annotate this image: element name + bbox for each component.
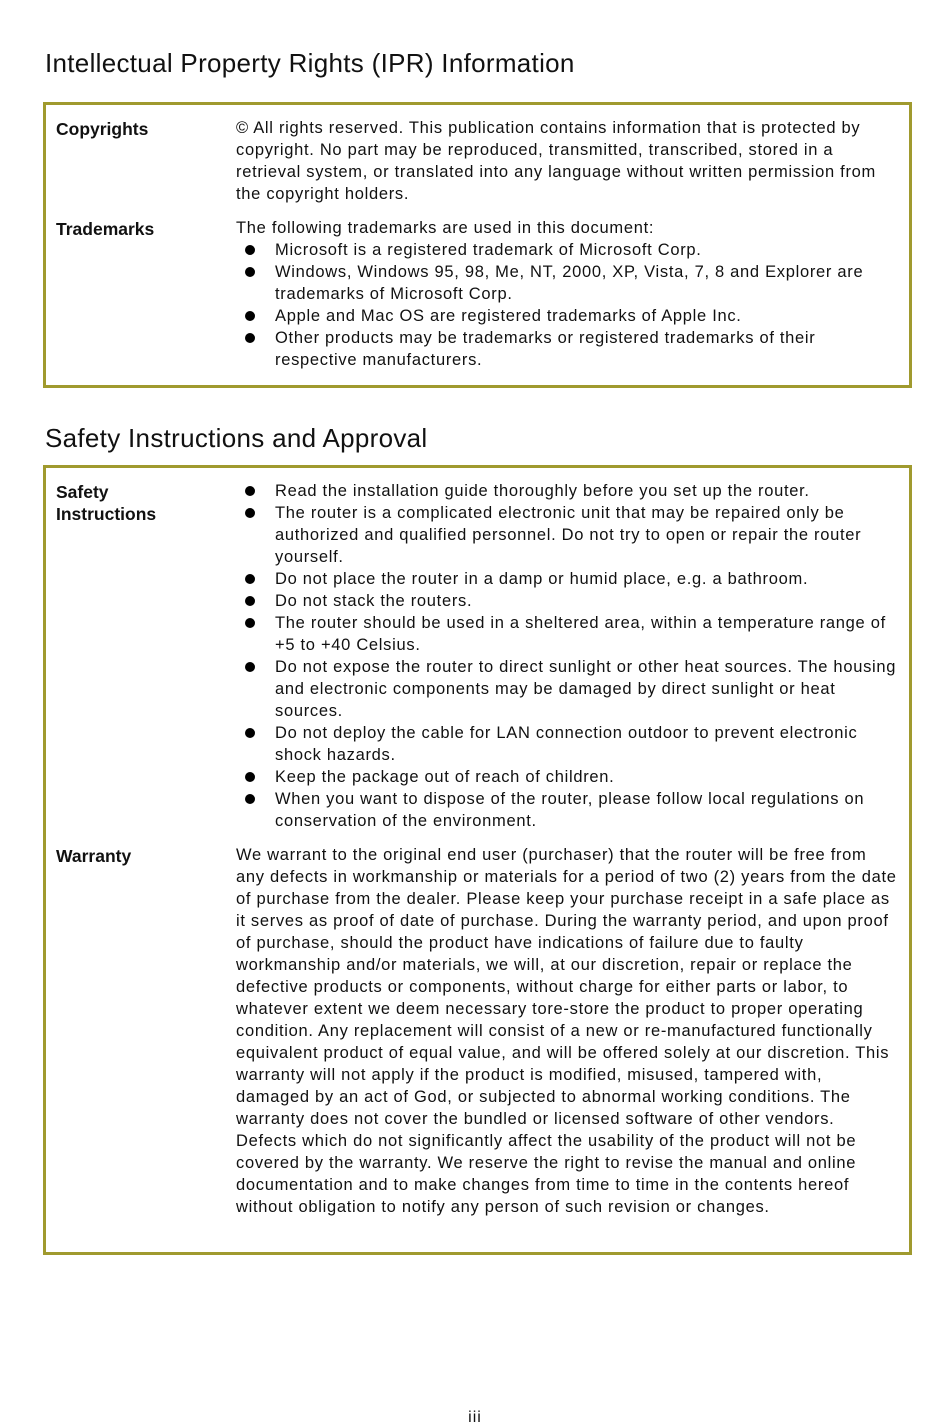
trademarks-content [236, 217, 899, 371]
warranty-text: We warrant to the original end user (purchaser) that the router will be free from any defects in workmanship or materials for a period of two (2) years from the date of purchase from the dealer. Please keep your purchase receipt in a safe place as it serves as proof of date of purchase. During the warranty period, and upon proof of purchase, should the product have indications of failure due to faulty workmanship and/or materials, we will, at our discretion, repair or replace the defective products or components, without charge for either parts or labor, to whatever extent we deem necessary tore-store the product to proper operating condition. Any replacement will consist of a new or re-manufactured functionally equivalent product of equal value, and will be offered solely at our discretion. This warranty will not apply if the product is modified, misused, tampered with, damaged by an act of God, or subjected to abnormal working conditions. The warranty does not cover the bundled or licensed software of other vendors. Defects which do not significantly affect the usability of the product will not be covered by the warranty. We reserve the right to revise the manual and online documentation and to make changes from time to time in the contents hereof without obligation to notify any person of such revision or changes. [236, 846, 897, 1216]
copyrights-content [236, 117, 899, 205]
safety-item: Read the installation guide thoroughly before you set up the router. [236, 480, 899, 502]
warranty-label: Warranty [56, 846, 132, 866]
copyrights-text: © All rights reserved. This publication contains information that is protected by copyright. No part may be reproduced, transmitted, transcribed, stored in a retrieval system, or translated into any language without written permission from the copyright holders. [236, 119, 876, 203]
trademarks-label: Trademarks [56, 219, 155, 239]
safety-instructions-row [56, 480, 899, 832]
copyrights-row [56, 117, 899, 205]
trademark-item: Apple and Mac OS are registered trademarks of Apple Inc. [236, 305, 899, 327]
safety-section-title: Safety Instructions and Approval [45, 423, 428, 453]
trademark-item: Microsoft is a registered trademark of Microsoft Corp. [236, 239, 899, 261]
warranty-row [56, 844, 899, 1218]
copyrights-label: Copyrights [56, 119, 149, 139]
safety-info-box [43, 465, 912, 1255]
safety-item: Do not place the router in a damp or humid place, e.g. a bathroom. [236, 568, 899, 590]
safety-item: The router is a complicated electronic unit that may be repaired only be authorized and qualified personnel. Do not try to open or repair the router yourself. [236, 502, 899, 568]
trademarks-intro: The following trademarks are used in this document: [236, 219, 655, 237]
trademarks-row [56, 217, 899, 371]
safety-item: When you want to dispose of the router, please follow local regulations on conservation of the environment. [236, 788, 899, 832]
safety-instructions-content [236, 480, 899, 832]
safety-item: Do not stack the routers. [236, 590, 899, 612]
trademarks-list [236, 239, 899, 371]
safety-instructions-label: Safety Instructions [56, 482, 157, 524]
trademark-item: Other products may be trademarks or registered trademarks of their respective manufacturers. [236, 327, 899, 371]
ipr-info-box [43, 102, 912, 388]
safety-item: Do not expose the router to direct sunlight or other heat sources. The housing and electronic components may be damaged by direct sunlight or heat sources. [236, 656, 899, 722]
page-number: iii [468, 1409, 482, 1426]
safety-instructions-list [236, 480, 899, 832]
safety-item: The router should be used in a sheltered area, within a temperature range of +5 to +40 Celsius. [236, 612, 899, 656]
warranty-content [236, 844, 899, 1218]
ipr-section-title: Intellectual Property Rights (IPR) Information [45, 48, 575, 78]
safety-item: Keep the package out of reach of children. [236, 766, 899, 788]
trademark-item: Windows, Windows 95, 98, Me, NT, 2000, XP, Vista, 7, 8 and Explorer are trademarks of Microsoft Corp. [236, 261, 899, 305]
safety-item: Do not deploy the cable for LAN connection outdoor to prevent electronic shock hazards. [236, 722, 899, 766]
